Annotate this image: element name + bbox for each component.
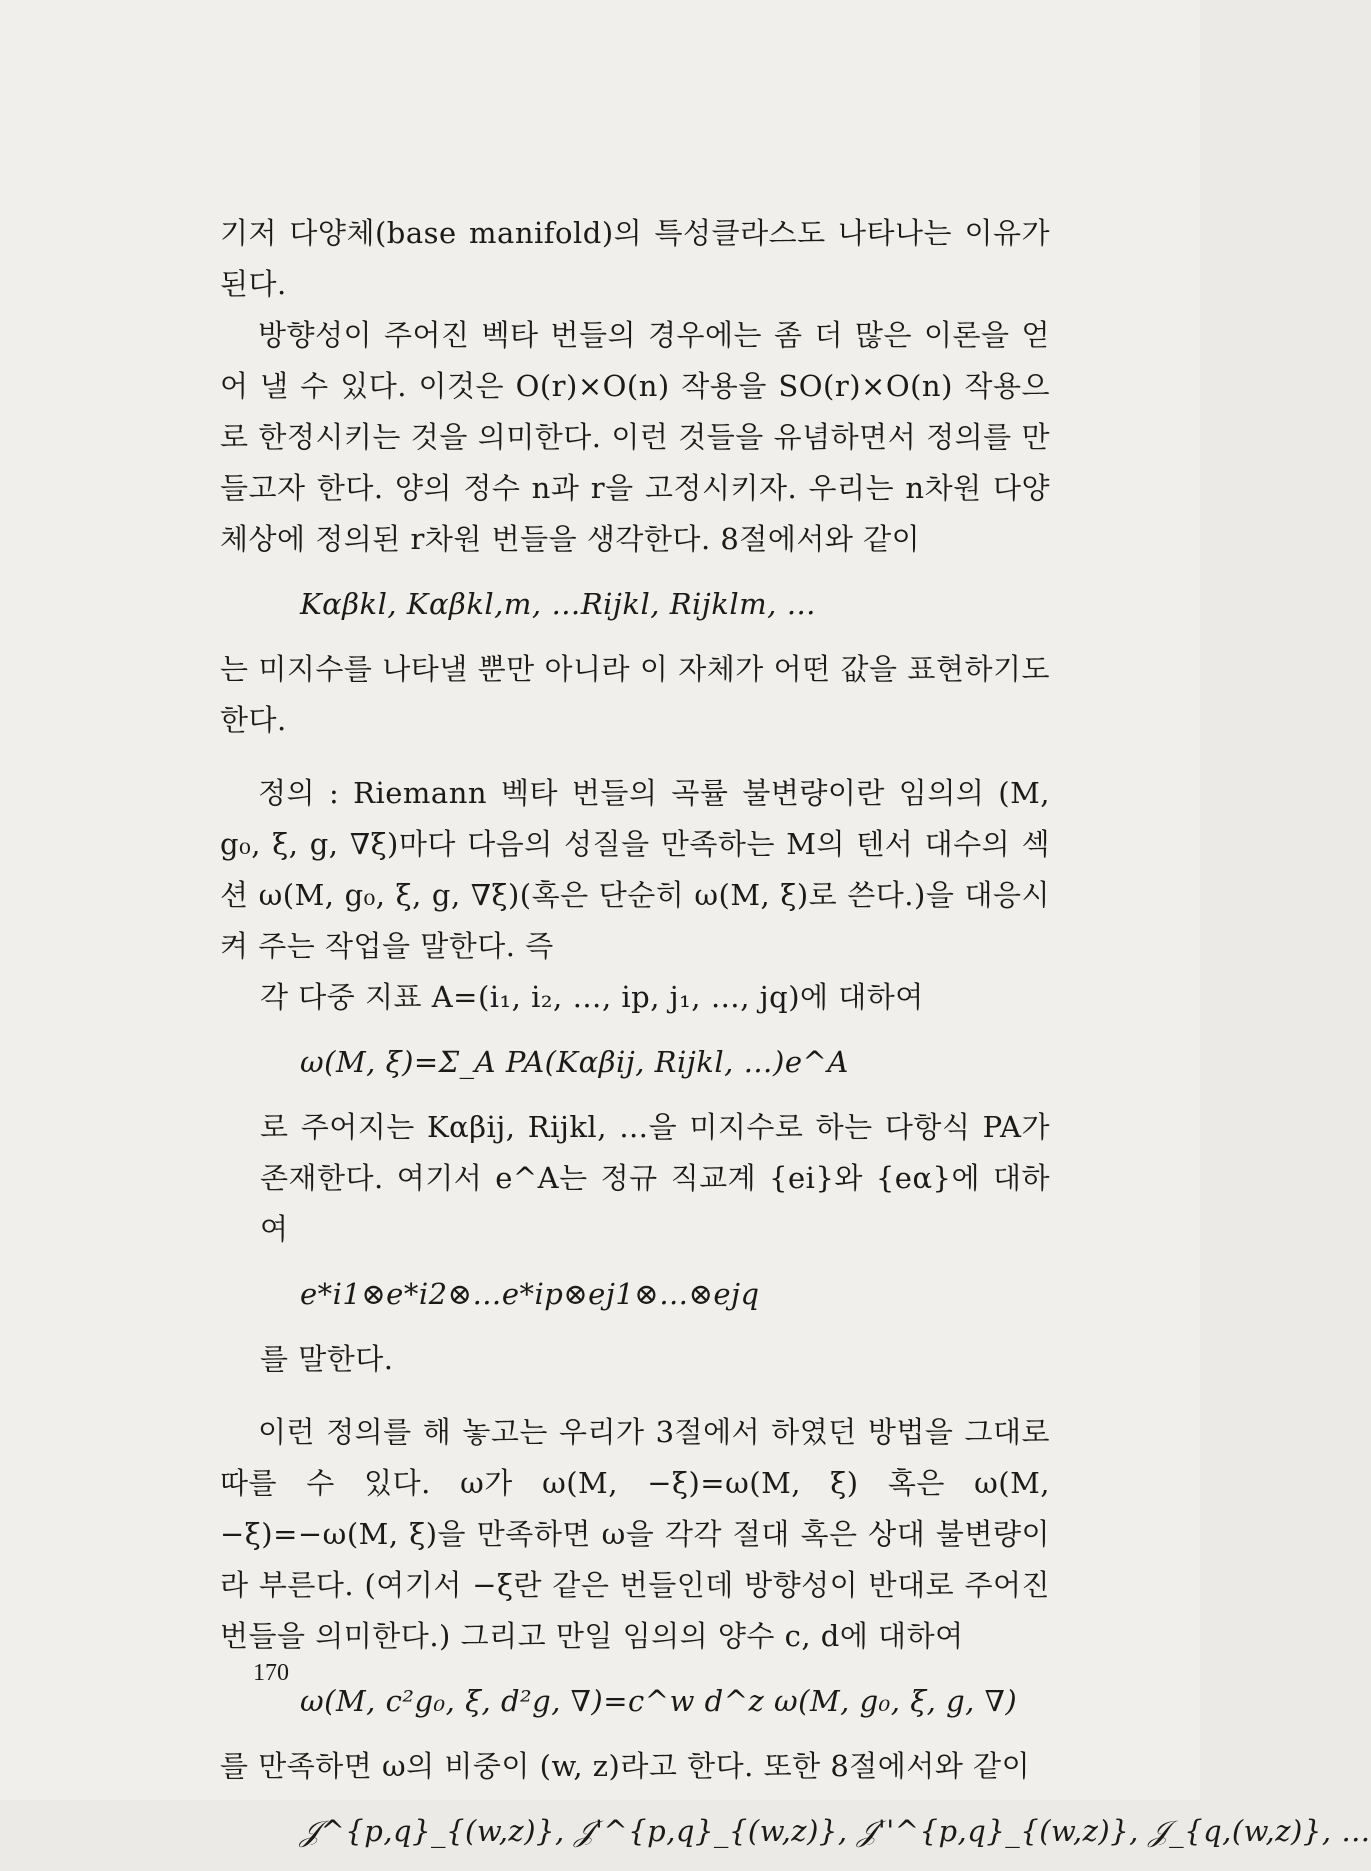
formula-tensor-basis: e*i1⊗e*i2⊗…e*ip⊗ej1⊗…⊗ejq (300, 1277, 760, 1311)
paragraph-means: 를 말한다. (260, 1342, 394, 1376)
page-number: 170 (253, 1660, 289, 1686)
paragraph-multi-index: 각 다중 지표 A=(i₁, i₂, …, ip, j₁, …, jq)에 대하여 (260, 980, 924, 1014)
formula-invariant-spaces: 𝒥^{p,q}_{(w,z)}, 𝒥'^{p,q}_{(w,z)}, 𝒥''^{p,q}_{(w,z)}, 𝒥_{q,(w,z)}, … (300, 1814, 1371, 1848)
paragraph-oriented-bundle: 방향성이 주어진 벡타 번들의 경우에는 좀 더 많은 이론을 얻어 낼 수 있다. 이것은 O(r)×O(n) 작용을 SO(r)×O(n) 작용으로 한정시키는 것을 의미한다. 이런 것들을 유념하면서 정의를 만들고자 한다. 양의 정수 n과 r을 고정시키자. 우리는 n차원 다양체상에 정의된 r차원 번들을 생각한다. 8절에서와 같이 (220, 318, 1050, 556)
formula-weight: ω(M, c²g₀, ξ, d²g, ∇)=c^w d^z ω(M, g₀, ξ, g, ∇) (300, 1684, 1018, 1718)
paragraph-invariants: 이런 정의를 해 놓고는 우리가 3절에서 하였던 방법을 그대로 따를 수 있다. ω가 ω(M, −ξ)=ω(M, ξ) 혹은 ω(M, −ξ)=−ω(M, ξ)을 만족하면 ω을 각각 절대 혹은 상대 불변량이라 부른다. (여기서 −ξ란 같은 번들인데 방향성이 반대로 주어진 번들을 의미한다.) 그리고 만일 임의의 양수 c, d에 대하여 (220, 1415, 1050, 1653)
formula-omega-sum: ω(M, ξ)=Σ_A PA(Kαβij, Rijkl, …)e^A (300, 1045, 849, 1079)
page-body (220, 208, 1371, 1871)
paragraph-definition: 정의 : Riemann 벡타 번들의 곡률 불변량이란 임의의 (M, g₀, ξ, g, ∇ξ)마다 다음의 성질을 만족하는 M의 텐서 대수의 섹션 ω(M, g₀, ξ, g, ∇ξ)(혹은 단순히 ω(M, ξ)로 쓴다.)을 대응시켜 주는 작업을 말한다. 즉 (220, 776, 1050, 963)
paragraph-weight: 를 만족하면 ω의 비중이 (w, z)라고 한다. 또한 8절에서와 같이 (220, 1749, 1031, 1783)
paragraph-base-manifold: 기저 다양체(base manifold)의 특성클라스도 나타나는 이유가 된다. (220, 216, 1050, 301)
paragraph-polynomial: 로 주어지는 Kαβij, Rijkl, …을 미지수로 하는 다항식 PA가 존재한다. 여기서 e^A는 정규 직교계 {ei}와 {eα}에 대하여 (260, 1110, 1050, 1246)
paragraph-unknowns-remark: 는 미지수를 나타낼 뿐만 아니라 이 자체가 어떤 값을 표현하기도 한다. (220, 652, 1050, 737)
formula-unknowns: Kαβkl, Kαβkl,m, …Rijkl, Rijklm, … (300, 587, 817, 621)
